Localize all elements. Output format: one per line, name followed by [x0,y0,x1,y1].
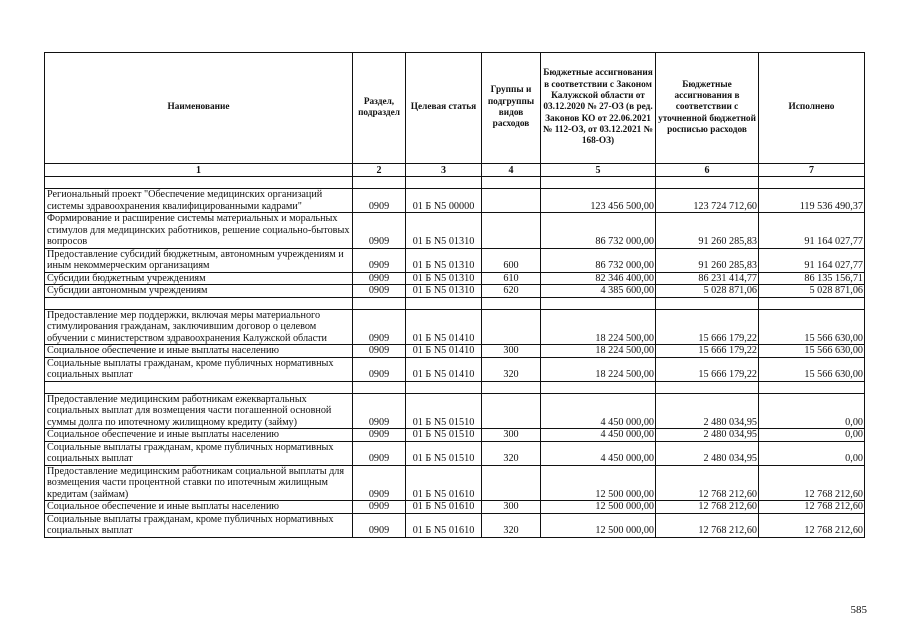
row-roster-allocation: 91 260 285,83 [656,213,759,249]
table-row [45,441,865,465]
row-executed: 12 768 212,60 [759,501,865,514]
row-executed: 0,00 [759,429,865,442]
row-name: Субсидии автономным учреждениям [45,285,353,298]
row-section: 0909 [353,501,406,514]
row-law-allocation: 4 450 000,00 [541,441,656,465]
row-section: 0909 [353,441,406,465]
row-executed: 0,00 [759,441,865,465]
row-expense-group: 600 [482,248,541,272]
row-target-article: 01 Б N5 01410 [406,309,482,345]
table-row [45,213,865,249]
row-roster-allocation: 12 768 212,60 [656,501,759,514]
row-executed: 86 135 156,71 [759,272,865,285]
row-executed: 12 768 212,60 [759,513,865,537]
row-name: Региональный проект "Обеспечение медицинских организаций системы здравоохранения квалифицированными кадрами" [45,189,353,213]
table-row [45,465,865,501]
page-number: 585 [850,604,867,616]
row-expense-group: 300 [482,429,541,442]
row-executed: 91 164 027,77 [759,213,865,249]
row-law-allocation: 86 732 000,00 [541,213,656,249]
column-number: 2 [353,164,406,177]
row-roster-allocation: 12 768 212,60 [656,465,759,501]
spacer-cell [656,297,759,309]
table-row [45,393,865,429]
row-target-article: 01 Б N5 01310 [406,213,482,249]
column-header-target-article: Целевая статья [406,53,482,164]
row-section: 0909 [353,513,406,537]
spacer-row [45,297,865,309]
spacer-cell [656,381,759,393]
row-executed: 91 164 027,77 [759,248,865,272]
spacer-cell [759,381,865,393]
row-expense-group: 300 [482,501,541,514]
row-executed: 5 028 871,06 [759,285,865,298]
header-row [45,53,865,164]
row-expense-group: 320 [482,441,541,465]
row-name: Предоставление медицинским работникам ежеквартальных социальных выплат для возмещения части погашенной основной суммы долга по ипотечному жилищному кредиту (займу) [45,393,353,429]
row-name: Социальные выплаты гражданам, кроме публичных нормативных социальных выплат [45,441,353,465]
spacer-row [45,381,865,393]
spacer-cell [406,297,482,309]
table-row [45,513,865,537]
row-section: 0909 [353,465,406,501]
spacer-cell [353,177,406,189]
row-law-allocation: 12 500 000,00 [541,513,656,537]
spacer-cell [541,177,656,189]
row-target-article: 01 Б N5 01610 [406,465,482,501]
row-roster-allocation: 15 666 179,22 [656,357,759,381]
row-law-allocation: 12 500 000,00 [541,501,656,514]
row-law-allocation: 4 385 600,00 [541,285,656,298]
row-name: Предоставление субсидий бюджетным, автономным учреждениям и иным некоммерческим организациям [45,248,353,272]
row-target-article: 01 Б N5 01310 [406,285,482,298]
column-number-row [45,164,865,177]
row-executed: 15 566 630,00 [759,309,865,345]
spacer-cell [541,297,656,309]
row-section: 0909 [353,429,406,442]
row-section: 0909 [353,345,406,358]
row-target-article: 01 Б N5 01610 [406,513,482,537]
table-row [45,248,865,272]
spacer-cell [353,381,406,393]
row-name: Субсидии бюджетным учреждениям [45,272,353,285]
table-row [45,429,865,442]
row-law-allocation: 12 500 000,00 [541,465,656,501]
row-target-article: 01 Б N5 00000 [406,189,482,213]
row-roster-allocation: 15 666 179,22 [656,345,759,358]
row-expense-group [482,309,541,345]
row-target-article: 01 Б N5 01310 [406,272,482,285]
spacer-cell [45,297,353,309]
row-roster-allocation: 12 768 212,60 [656,513,759,537]
column-header-law-allocations: Бюджетные ассигнования в соответствии с Законом Калужской области от 03.12.2020 № 27-ОЗ (в ред. Законов КО от 22.06.2021 № 112-ОЗ, от 03.12.2021 № 168-ОЗ) [541,53,656,164]
row-roster-allocation: 5 028 871,06 [656,285,759,298]
row-section: 0909 [353,189,406,213]
row-expense-group [482,213,541,249]
row-name: Формирование и расширение системы материальных и моральных стимулов для медицинских работников, решение социально-бытовых вопросов [45,213,353,249]
row-expense-group: 620 [482,285,541,298]
row-name: Социальное обеспечение и иные выплаты населению [45,345,353,358]
row-roster-allocation: 2 480 034,95 [656,393,759,429]
row-name: Социальное обеспечение и иные выплаты населению [45,429,353,442]
table-row [45,189,865,213]
row-section: 0909 [353,248,406,272]
row-executed: 15 566 630,00 [759,345,865,358]
column-number: 4 [482,164,541,177]
row-target-article: 01 Б N5 01510 [406,393,482,429]
spacer-cell [353,297,406,309]
column-number: 7 [759,164,865,177]
spacer-cell [656,177,759,189]
row-name: Предоставление медицинским работникам социальной выплаты для возмещения части процентной ставки по ипотечным жилищным кредитам (займам) [45,465,353,501]
row-law-allocation: 4 450 000,00 [541,429,656,442]
row-target-article: 01 Б N5 01410 [406,345,482,358]
column-number: 6 [656,164,759,177]
row-expense-group: 320 [482,357,541,381]
spacer-cell [45,177,353,189]
row-law-allocation: 86 732 000,00 [541,248,656,272]
row-law-allocation: 123 456 500,00 [541,189,656,213]
row-name: Социальные выплаты гражданам, кроме публичных нормативных социальных выплат [45,513,353,537]
column-number: 1 [45,164,353,177]
row-section: 0909 [353,393,406,429]
row-expense-group: 300 [482,345,541,358]
spacer-cell [759,177,865,189]
row-name: Социальное обеспечение и иные выплаты населению [45,501,353,514]
row-law-allocation: 4 450 000,00 [541,393,656,429]
row-name: Предоставление мер поддержки, включая меры материального стимулирования гражданам, заключившим договор о целевом обучении с министерством здравоохранения Калужской области [45,309,353,345]
row-roster-allocation: 15 666 179,22 [656,309,759,345]
spacer-cell [482,177,541,189]
table-row [45,285,865,298]
column-number: 5 [541,164,656,177]
row-section: 0909 [353,272,406,285]
row-target-article: 01 Б N5 01310 [406,248,482,272]
row-expense-group [482,189,541,213]
spacer-cell [541,381,656,393]
column-header-name: Наименование [45,53,353,164]
row-target-article: 01 Б N5 01410 [406,357,482,381]
row-roster-allocation: 86 231 414,77 [656,272,759,285]
row-section: 0909 [353,357,406,381]
row-expense-group: 610 [482,272,541,285]
row-executed: 12 768 212,60 [759,465,865,501]
spacer-cell [45,381,353,393]
table-body [45,177,865,538]
row-target-article: 01 Б N5 01610 [406,501,482,514]
column-number: 3 [406,164,482,177]
table-row [45,345,865,358]
row-target-article: 01 Б N5 01510 [406,441,482,465]
table-row [45,501,865,514]
row-law-allocation: 82 346 400,00 [541,272,656,285]
row-roster-allocation: 91 260 285,83 [656,248,759,272]
column-header-roster-allocations: Бюджетные ассигнования в соответствии с уточненной бюджетной росписью расходов [656,53,759,164]
table-row [45,272,865,285]
column-header-expense-group: Группы и подгруппы видов расходов [482,53,541,164]
row-law-allocation: 18 224 500,00 [541,357,656,381]
spacer-cell [759,297,865,309]
row-expense-group [482,393,541,429]
spacer-cell [482,297,541,309]
row-roster-allocation: 2 480 034,95 [656,441,759,465]
row-target-article: 01 Б N5 01510 [406,429,482,442]
row-law-allocation: 18 224 500,00 [541,345,656,358]
row-section: 0909 [353,309,406,345]
row-expense-group [482,465,541,501]
table-row [45,309,865,345]
spacer-cell [406,381,482,393]
row-expense-group: 320 [482,513,541,537]
column-header-section: Раздел, подраздел [353,53,406,164]
row-roster-allocation: 123 724 712,60 [656,189,759,213]
table-row [45,357,865,381]
spacer-cell [482,381,541,393]
row-name: Социальные выплаты гражданам, кроме публичных нормативных социальных выплат [45,357,353,381]
column-header-executed: Исполнено [759,53,865,164]
row-roster-allocation: 2 480 034,95 [656,429,759,442]
row-executed: 119 536 490,37 [759,189,865,213]
budget-table [44,52,865,538]
row-executed: 15 566 630,00 [759,357,865,381]
row-section: 0909 [353,213,406,249]
row-executed: 0,00 [759,393,865,429]
spacer-row [45,177,865,189]
spacer-cell [406,177,482,189]
row-section: 0909 [353,285,406,298]
row-law-allocation: 18 224 500,00 [541,309,656,345]
